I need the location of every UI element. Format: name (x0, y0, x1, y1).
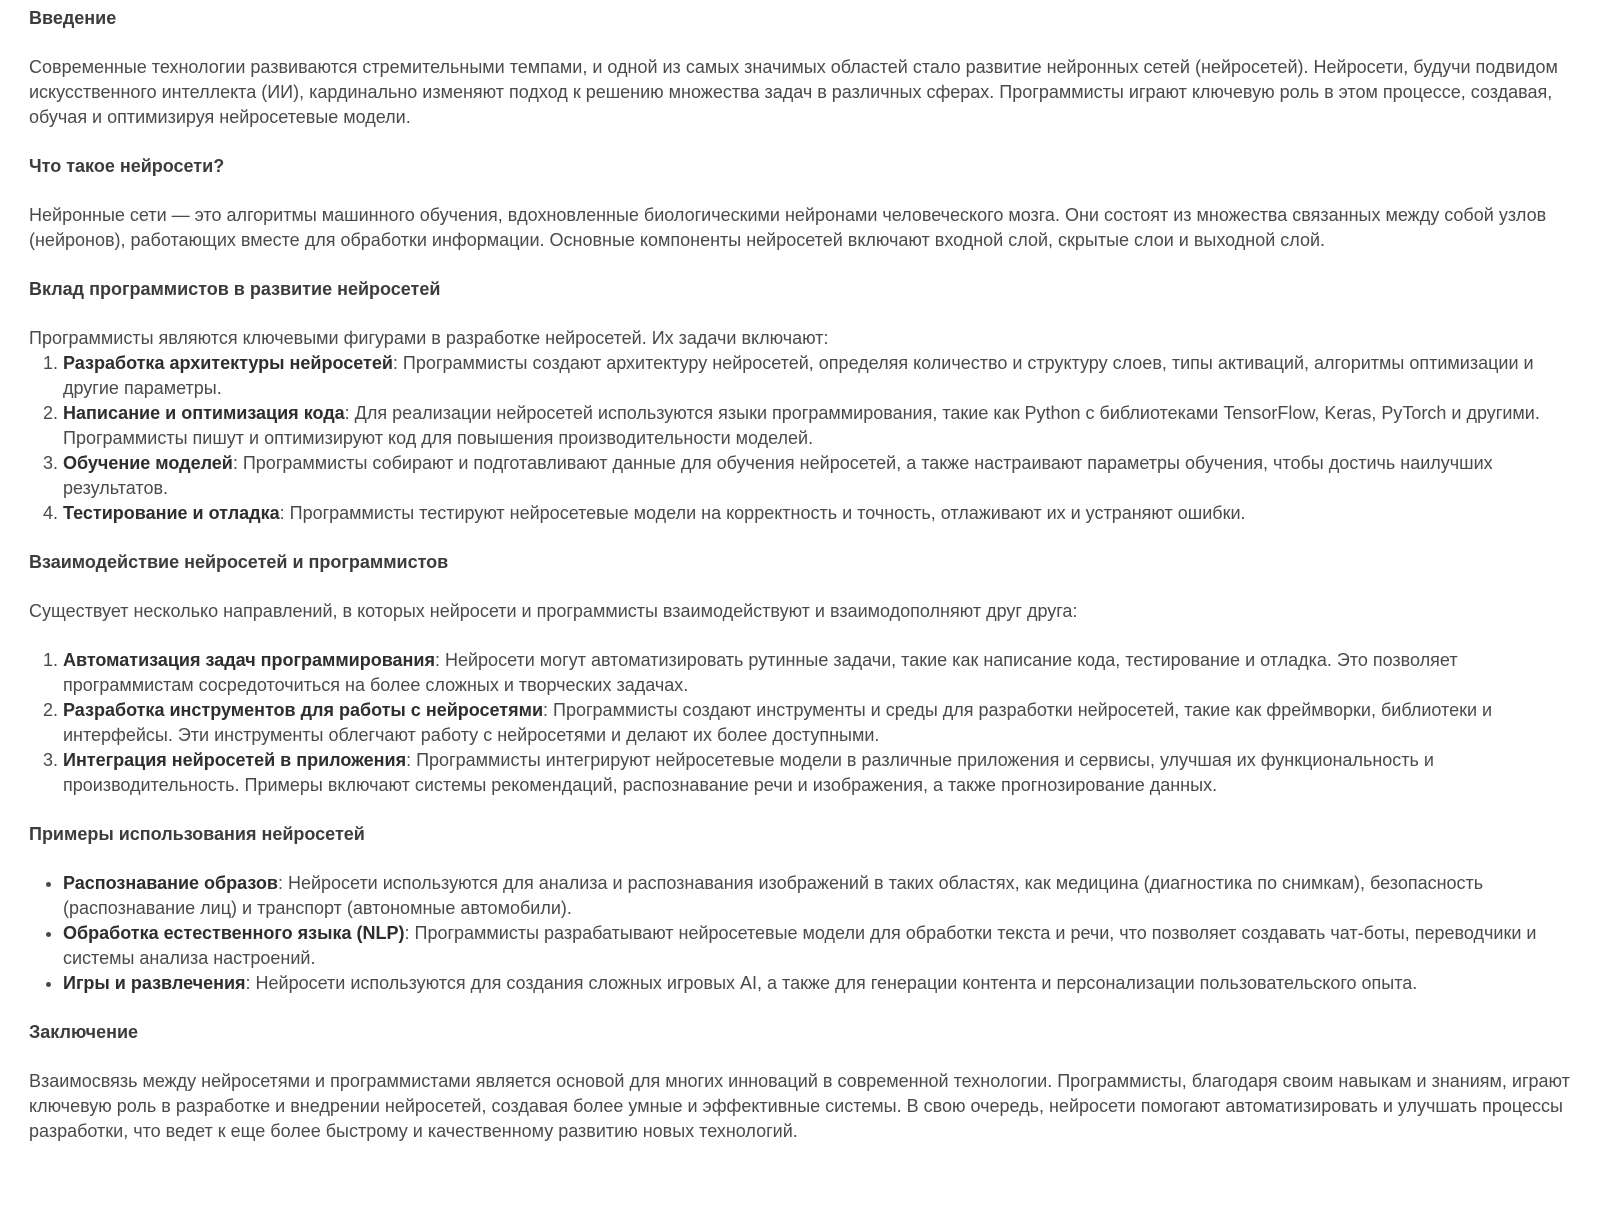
list-item-description: : Программисты интегрируют нейросетевые модели в различные приложения и сервисы, улучшая их функциональность и производительность. Примеры включают системы рекомендаций, распознавание речи и изображения, а также прогнозирование данных. (63, 750, 1434, 795)
list-item-description: : Для реализации нейросетей используются языки программирования, такие как Python с библиотеками TensorFlow, Keras, PyTorch и другими. Программисты пишут и оптимизируют код для повышения производительности моделей. (63, 403, 1540, 448)
interaction-list (29, 648, 1584, 798)
list-item (63, 871, 1584, 921)
list-item (63, 401, 1584, 451)
contribution-list (29, 351, 1584, 526)
list-item (63, 351, 1584, 401)
list-item-term: Распознавание образов (63, 873, 278, 893)
list-item-term: Тестирование и отладка (63, 503, 280, 523)
list-item (63, 971, 1584, 996)
paragraph-conclusion: Взаимосвязь между нейросетями и программистами является основой для многих инноваций в современной технологии. Программисты, благодаря своим навыкам и знаниям, играют ключевую роль в разработке и внедрении нейросетей, создавая более умные и эффективные системы. В свою очередь, нейросети помогают автоматизировать и улучшать процессы разработки, что ведет к еще более быстрому и качественному развитию новых технологий. (29, 1071, 1570, 1141)
list-item-description: : Программисты собирают и подготавливают данные для обучения нейросетей, а также настраивают параметры обучения, чтобы достичь наилучших результатов. (63, 453, 1493, 498)
list-item (63, 921, 1584, 971)
list-item-description: : Нейросети могут автоматизировать рутинные задачи, такие как написание кода, тестирование и отладка. Это позволяет программистам сосредоточиться на более сложных и творческих задачах. (63, 650, 1458, 695)
paragraph-interaction: Существует несколько направлений, в которых нейросети и программисты взаимодействуют и взаимодополняют друг друга: (29, 601, 1078, 621)
list-item-term: Разработка архитектуры нейросетей (63, 353, 393, 373)
list-item-term: Интеграция нейросетей в приложения (63, 750, 407, 770)
list-item-description: : Программисты создают инструменты и среды для разработки нейросетей, такие как фреймворки, библиотеки и интерфейсы. Эти инструменты облегчают работу с нейросетями и делают их более доступными. (63, 700, 1493, 745)
heading-examples: Примеры использования нейросетей (29, 824, 365, 844)
paragraph-what-are-neural-networks: Нейронные сети — это алгоритмы машинного обучения, вдохновленные биологическими нейронами человеческого мозга. Они состоят из множества связанных между собой узлов (нейронов), работающих вместе для обработки информации. Основные компоненты нейросетей включают входной слой, скрытые слои и выходной слой. (29, 205, 1547, 250)
paragraph-introduction: Современные технологии развиваются стремительными темпами, и одной из самых значимых областей стало развитие нейронных сетей (нейросетей). Нейросети, будучи подвидом искусственного интеллекта (ИИ), кардинально изменяют подход к решению множества задач в различных сферах. Программисты играют ключевую роль в этом процессе, создавая, обучая и оптимизируя нейросетевые модели. (29, 57, 1558, 127)
heading-introduction: Введение (29, 8, 117, 28)
heading-programmers-contribution: Вклад программистов в развитие нейросетей (29, 279, 441, 299)
paragraph-programmers-contribution: Программисты являются ключевыми фигурами в разработке нейросетей. Их задачи включают: (29, 328, 829, 348)
list-item-term: Разработка инструментов для работы с нейросетями (63, 700, 544, 720)
list-item-description: : Нейросети используются для создания сложных игровых AI, а также для генерации контента и персонализации пользовательского опыта. (245, 973, 1418, 993)
list-item-term: Автоматизация задач программирования (63, 650, 435, 670)
heading-what-are-neural-networks: Что такое нейросети? (29, 156, 225, 176)
list-item-term: Обработка естественного языка (NLP) (63, 923, 405, 943)
list-item (63, 698, 1584, 748)
list-item (63, 748, 1584, 798)
list-item-term: Игры и развлечения (63, 973, 246, 993)
list-item-term: Написание и оптимизация кода (63, 403, 345, 423)
list-item-description: : Программисты разрабатывают нейросетевые модели для обработки текста и речи, что позволяет создавать чат-боты, переводчики и системы анализа настроений. (63, 923, 1537, 968)
list-item (63, 451, 1584, 501)
list-item-description: : Программисты тестируют нейросетевые модели на корректность и точность, отлаживают их и устраняют ошибки. (279, 503, 1246, 523)
examples-list (29, 871, 1584, 996)
heading-conclusion: Заключение (29, 1022, 139, 1042)
list-item-description: : Программисты создают архитектуру нейросетей, определяя количество и структуру слоев, типы активаций, алгоритмы оптимизации и другие параметры. (63, 353, 1534, 398)
heading-interaction: Взаимодействие нейросетей и программистов (29, 552, 449, 572)
list-item (63, 648, 1584, 698)
list-item (63, 501, 1584, 526)
list-item-term: Обучение моделей (63, 453, 233, 473)
list-item-description: : Нейросети используются для анализа и распознавания изображений в таких областях, как медицина (диагностика по снимкам), безопасность (распознавание лиц) и транспорт (автономные автомобили). (63, 873, 1484, 918)
